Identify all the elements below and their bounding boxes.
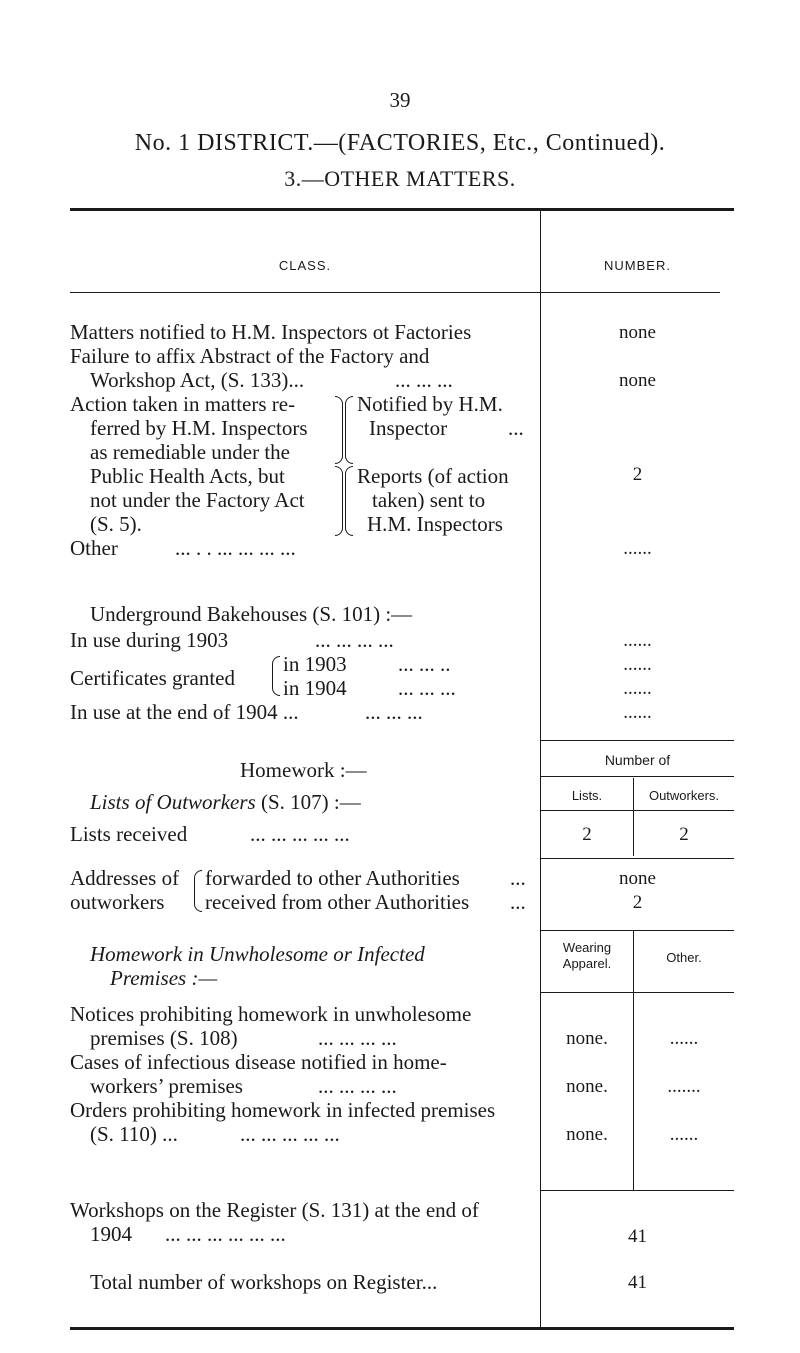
wearing-other-divider — [633, 930, 634, 1190]
lists-heading-ref: (S. 107) :— — [260, 790, 361, 814]
orders-line-1: Orders prohibiting homework in infected premises — [70, 1098, 496, 1122]
page-title: No. 1 DISTRICT.—(FACTORIES, Etc., Continued). — [134, 130, 666, 156]
row-action-line-6: (S. 5). — [90, 512, 142, 536]
row-failure-label: Failure to affix Abstract of the Factory and — [70, 344, 430, 368]
notices-other: ...... — [669, 1028, 699, 1049]
action-brace-lower-2 — [345, 466, 353, 536]
unwholesome-heading-1: Homework in Unwholesome or Infected — [90, 942, 425, 966]
number-of-header: Number of — [604, 752, 671, 768]
unwholesome-rule-top — [541, 930, 734, 931]
unwholesome-rule-mid — [541, 992, 734, 993]
row-notified-label: Matters notified to H.M. Inspectors ot Factories — [70, 320, 472, 344]
lists-received-label: Lists received — [70, 822, 188, 846]
total-value: 41 — [628, 1272, 647, 1293]
orders-dots: ... ... ... ... ... — [240, 1122, 340, 1146]
header-rule-right — [540, 292, 720, 293]
bakehouses-in-use-dots: ... ... ... ... — [315, 628, 394, 652]
row-action-line-3: as remediable under the — [90, 440, 290, 464]
bottom-rule — [70, 1327, 734, 1330]
col-other: Other. — [666, 950, 702, 965]
workshops-dots: ... ... ... ... ... ... — [165, 1222, 286, 1246]
row-notified-value: none — [619, 322, 656, 343]
row-action-line-5: not under the Factory Act — [90, 488, 305, 512]
certificates-1904: in 1904 — [283, 676, 347, 700]
notices-line-1: Notices prohibiting homework in unwholesome — [70, 1002, 472, 1026]
addresses-forwarded: forwarded to other Authorities — [205, 866, 460, 890]
action-brace-upper — [335, 396, 343, 464]
certificates-1903: in 1903 — [283, 652, 347, 676]
row-action-notified-dots: ... — [508, 416, 524, 440]
row-action-reports-1: Reports (of action — [357, 464, 509, 488]
row-action-notified-2: Inspector — [369, 416, 448, 440]
row-action-reports-2: taken) sent to — [372, 488, 486, 512]
page-subtitle: 3.—OTHER MATTERS. — [284, 166, 516, 191]
row-other-dots: ... . . ... ... ... ... — [175, 536, 296, 560]
lists-received-dots: ... ... ... ... ... — [250, 822, 350, 846]
row-other-value: ...... — [623, 538, 652, 559]
certificates-label: Certificates granted — [70, 666, 236, 690]
row-action-reports-value: 2 — [632, 464, 643, 485]
bakehouses-in-use-value: ...... — [623, 630, 652, 651]
action-brace-upper-2 — [345, 396, 353, 464]
notices-line-2: premises (S. 108) — [90, 1026, 238, 1050]
lists-heading-italic: Lists of Outworkers — [90, 790, 256, 814]
orders-other: ...... — [669, 1124, 699, 1145]
column-header-number: NUMBER. — [604, 258, 671, 273]
certificates-1903-value: ...... — [623, 654, 652, 675]
row-failure-label-2: Workshop Act, (S. 133)... — [90, 368, 305, 392]
row-action-notified-1: Notified by H.M. — [357, 392, 503, 416]
header-rule-left — [70, 292, 540, 293]
certificates-1904-value: ...... — [623, 678, 652, 699]
row-other-label: Other — [70, 536, 118, 560]
bakehouses-end-label: In use at the end of 1904 ... — [70, 700, 299, 724]
row-action-line-2: ferred by H.M. Inspectors — [90, 416, 308, 440]
lists-rule-bottom — [541, 810, 734, 811]
addresses-label-1: Addresses of — [70, 866, 180, 890]
lists-heading — [90, 790, 361, 814]
row-action-line-1: Action taken in matters re- — [70, 392, 296, 416]
workshops-value: 41 — [628, 1226, 647, 1247]
addresses-forwarded-dots: ... — [510, 866, 526, 890]
workshops-rule-top — [541, 1190, 734, 1191]
cases-other: ....... — [667, 1076, 701, 1097]
addresses-rule-top — [541, 858, 734, 859]
bakehouses-end-dots: ... ... ... — [365, 700, 423, 724]
number-of-rule-mid — [541, 776, 734, 777]
addresses-brace — [194, 870, 202, 912]
certificates-1904-dots: ... ... ... — [398, 676, 456, 700]
workshops-line-1: Workshops on the Register (S. 131) at the end of — [70, 1198, 479, 1222]
addresses-received: received from other Authorities — [205, 890, 470, 914]
column-header-class: CLASS. — [278, 258, 332, 273]
addresses-forwarded-value: none — [619, 868, 656, 889]
orders-line-2: (S. 110) ... — [90, 1122, 178, 1146]
bakehouses-heading: Underground Bakehouses (S. 101) :— — [90, 602, 413, 626]
bakehouses-in-use-label: In use during 1903 — [70, 628, 229, 652]
orders-wearing: none. — [566, 1124, 608, 1145]
certificates-1903-dots: ... ... .. — [398, 652, 451, 676]
unwholesome-heading-2: Premises :— — [110, 966, 218, 990]
row-action-line-4: Public Health Acts, but — [90, 464, 285, 488]
homework-heading: Homework :— — [240, 758, 367, 782]
row-action-reports-3: H.M. Inspectors — [367, 512, 503, 536]
row-failure-value: none — [619, 370, 656, 391]
addresses-received-dots: ... — [510, 890, 526, 914]
row-failure-dots: ... ... ... — [395, 368, 453, 392]
bakehouses-end-value: ...... — [623, 702, 652, 723]
top-rule — [70, 208, 734, 211]
addresses-received-value: 2 — [632, 892, 643, 913]
col-wearing-1: Wearing — [562, 940, 612, 955]
workshops-line-2: 1904 — [90, 1222, 132, 1246]
page-number: 39 — [389, 88, 411, 112]
addresses-label-2: outworkers — [70, 890, 165, 914]
certificates-brace — [272, 656, 280, 696]
lists-received-lists: 2 — [582, 824, 592, 845]
col-outworkers-header: Outworkers. — [648, 788, 720, 803]
notices-dots: ... ... ... ... — [318, 1026, 397, 1050]
cases-dots: ... ... ... ... — [318, 1074, 397, 1098]
total-label: Total number of workshops on Register... — [90, 1270, 438, 1294]
col-wearing-2: Apparel. — [562, 956, 612, 971]
notices-wearing: none. — [566, 1028, 608, 1049]
action-brace-lower — [335, 466, 343, 536]
cases-line-2: workers’ premises — [90, 1074, 243, 1098]
cases-wearing: none. — [566, 1076, 608, 1097]
number-of-rule-top — [541, 740, 734, 741]
cases-line-1: Cases of infectious disease notified in home- — [70, 1050, 447, 1074]
lists-received-outworkers: 2 — [679, 824, 689, 845]
col-lists-header: Lists. — [571, 788, 603, 803]
